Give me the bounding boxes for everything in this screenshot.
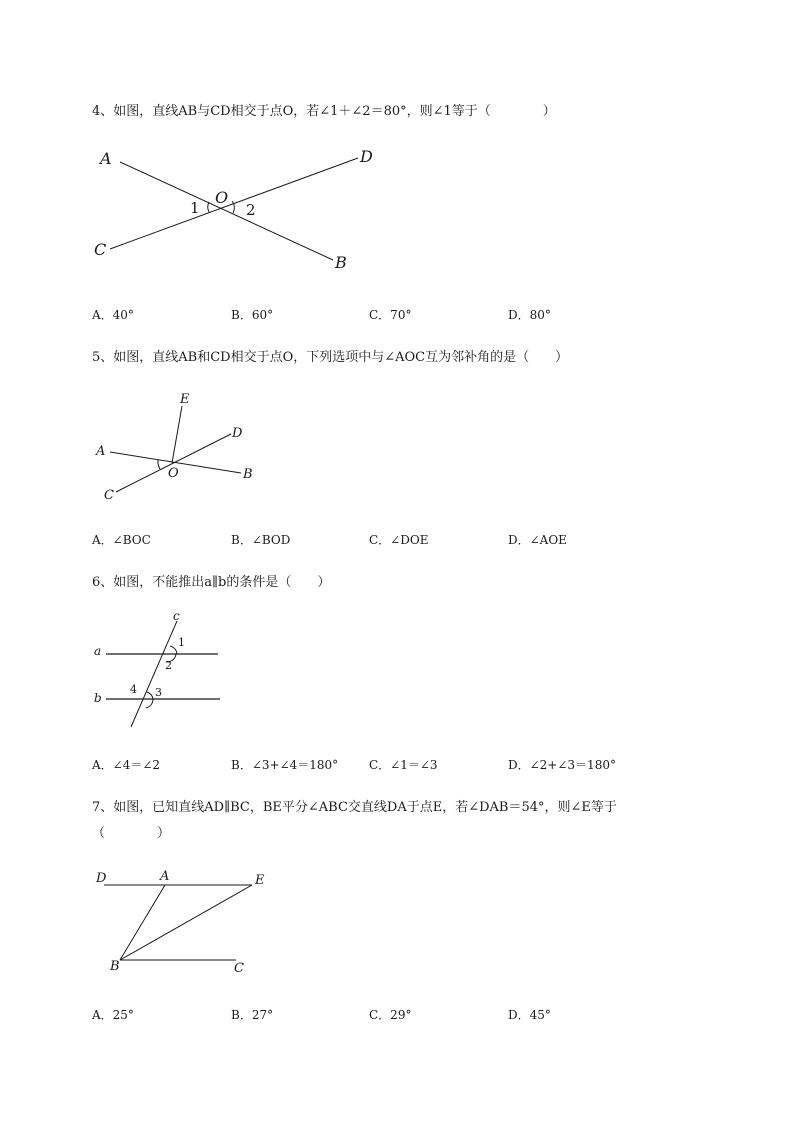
label-angle-2: 2 xyxy=(246,201,256,219)
question-5-stem: 5、如图，直线AB和CD相交于点O，下列选项中与∠AOC互为邻补角的是（ ） xyxy=(92,350,569,365)
q4-option-a[interactable]: A．40° xyxy=(92,308,134,322)
q4-option-c[interactable]: C．70° xyxy=(369,308,412,322)
label-e: E xyxy=(255,873,265,888)
question-7-stem-line2: （ ） xyxy=(92,826,171,841)
question-7-stem-line1: 7、如图，已知直线AD∥BC，BE平分∠ABC交直线DA于点E，若∠DAB＝54°，则∠E等于 xyxy=(92,800,617,815)
label-b: B xyxy=(335,253,347,272)
label-c: C xyxy=(234,961,244,976)
q4-option-d[interactable]: D．80° xyxy=(508,308,551,322)
label-d: D xyxy=(96,871,107,886)
label-o: O xyxy=(168,466,179,481)
q5-option-b[interactable]: B．∠BOD xyxy=(231,533,291,547)
label-e: E xyxy=(180,392,190,407)
label-a: A xyxy=(96,444,106,459)
label-b: B xyxy=(243,467,253,482)
label-angle-1: 1 xyxy=(178,636,185,649)
label-o: O xyxy=(215,188,229,207)
q6-option-c[interactable]: C．∠1＝∠3 xyxy=(369,758,438,772)
q6-option-b[interactable]: B．∠3+∠4＝180° xyxy=(231,758,339,772)
label-a: A xyxy=(160,869,170,884)
label-a: A xyxy=(100,149,112,168)
q5-option-d[interactable]: D．∠AOE xyxy=(508,533,567,547)
q5-option-c[interactable]: C．∠DOE xyxy=(369,533,429,547)
question-6-stem: 6、如图，不能推出a∥b的条件是（ ） xyxy=(92,575,331,590)
q7-option-a[interactable]: A．25° xyxy=(92,1008,134,1022)
q6-option-a[interactable]: A．∠4＝∠2 xyxy=(92,758,161,772)
label-d: D xyxy=(360,147,373,166)
q7-option-b[interactable]: B．27° xyxy=(231,1008,274,1022)
label-angle-1: 1 xyxy=(190,199,200,217)
q5-option-a[interactable]: A．∠BOC xyxy=(92,533,151,547)
label-angle-3: 3 xyxy=(155,686,162,699)
label-c: c xyxy=(173,609,180,623)
label-b: b xyxy=(94,691,102,705)
q7-option-c[interactable]: C．29° xyxy=(369,1008,412,1022)
q4-option-b[interactable]: B．60° xyxy=(231,308,274,322)
label-c: C xyxy=(104,488,114,503)
label-c: C xyxy=(94,240,107,259)
question-4-stem: 4、如图，直线AB与CD相交于点O，若∠1＋∠2＝80°，则∠1等于（ ） xyxy=(92,104,556,119)
label-angle-4: 4 xyxy=(130,683,137,696)
label-a: a xyxy=(94,644,102,658)
q6-option-d[interactable]: D．∠2+∠3＝180° xyxy=(508,758,616,772)
segment-ab xyxy=(120,885,165,960)
label-d: D xyxy=(232,426,243,441)
segment-be xyxy=(120,885,252,960)
q7-option-d[interactable]: D．45° xyxy=(508,1008,551,1022)
label-angle-2: 2 xyxy=(165,659,172,672)
label-b: B xyxy=(110,959,120,974)
